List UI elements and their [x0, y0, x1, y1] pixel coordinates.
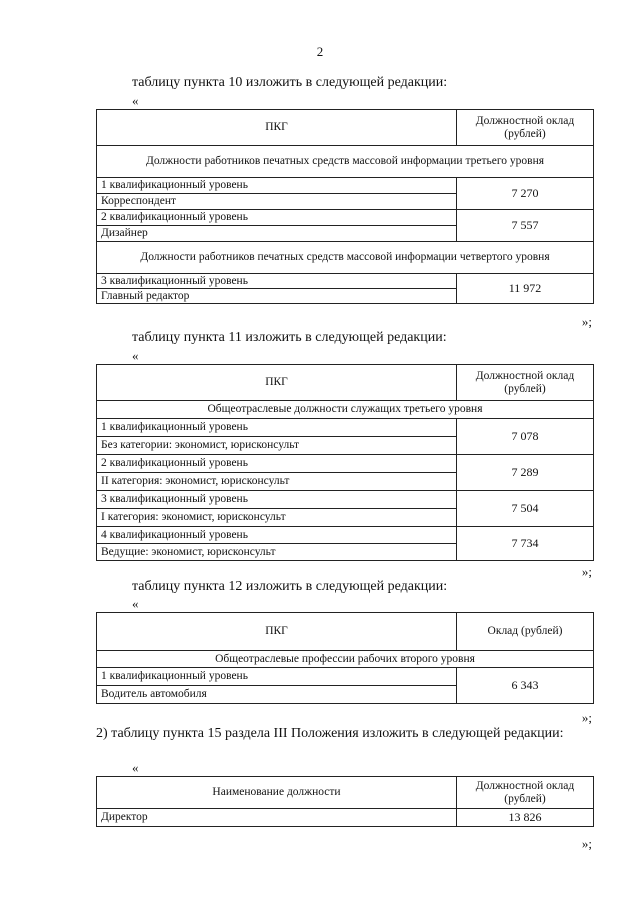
level-cell: 4 квалификационный уровень	[97, 527, 457, 544]
table-section11	[96, 364, 594, 561]
open-quote-12: «	[132, 596, 139, 611]
salary-cell: 7 504	[457, 491, 594, 527]
section12-intro: таблицу пункта 12 изложить в следующей редакции:	[132, 579, 448, 594]
position-cell: Корреспондент	[97, 194, 457, 210]
header-pkg: ПКГ	[97, 613, 457, 651]
group-header: Общеотраслевые профессии рабочих второго уровня	[97, 651, 594, 668]
open-quote-11: «	[132, 348, 139, 363]
table-section15	[96, 776, 594, 827]
section11-intro: таблицу пункта 11 изложить в следующей редакции:	[132, 330, 447, 345]
table-section10	[96, 109, 594, 304]
position-cell: II категория: экономист, юрисконсульт	[97, 473, 457, 491]
level-cell: 1 квалификационный уровень	[97, 668, 457, 686]
position-cell: Главный редактор	[97, 289, 457, 304]
position-cell: Директор	[97, 809, 457, 827]
group-header: Общеотраслевые должности служащих третьего уровня	[97, 401, 594, 419]
header-salary: Должностной оклад (рублей)	[457, 110, 594, 146]
open-quote-15: «	[132, 760, 139, 775]
salary-cell: 13 826	[457, 809, 594, 827]
level-cell: 2 квалификационный уровень	[97, 210, 457, 226]
level-cell: 1 квалификационный уровень	[97, 178, 457, 194]
level-cell: 3 квалификационный уровень	[97, 491, 457, 509]
section15-intro: 2) таблицу пункта 15 раздела III Положения изложить в следующей редакции:	[96, 726, 564, 741]
header-pkg: ПКГ	[97, 365, 457, 401]
header-salary: Должностной оклад (рублей)	[457, 365, 594, 401]
salary-cell: 7 270	[457, 178, 594, 210]
salary-cell: 7 078	[457, 419, 594, 455]
header-pkg: ПКГ	[97, 110, 457, 146]
header-salary: Должностной оклад (рублей)	[457, 777, 594, 809]
open-quote-10: «	[132, 93, 139, 108]
table-section12	[96, 612, 594, 704]
level-cell: 3 квалификационный уровень	[97, 274, 457, 289]
level-cell: 1 квалификационный уровень	[97, 419, 457, 437]
salary-cell: 7 734	[457, 527, 594, 561]
salary-cell: 7 557	[457, 210, 594, 242]
page-number: 2	[316, 44, 324, 59]
position-cell: Ведущие: экономист, юрисконсульт	[97, 544, 457, 561]
position-cell: Дизайнер	[97, 226, 457, 242]
group-header: Должности работников печатных средств массовой информации третьего уровня	[97, 146, 594, 178]
position-cell: Без категории: экономист, юрисконсульт	[97, 437, 457, 455]
position-cell: Водитель автомобиля	[97, 686, 457, 704]
level-cell: 2 квалификационный уровень	[97, 455, 457, 473]
header-salary: Оклад (рублей)	[457, 613, 594, 651]
header-position-name: Наименование должности	[97, 777, 457, 809]
section10-intro: таблицу пункта 10 изложить в следующей редакции:	[132, 75, 448, 90]
salary-cell: 6 343	[457, 668, 594, 704]
position-cell: I категория: экономист, юрисконсульт	[97, 509, 457, 527]
salary-cell: 7 289	[457, 455, 594, 491]
salary-cell: 11 972	[457, 274, 594, 304]
close-quote-15: »;	[581, 836, 592, 851]
close-quote-11: »;	[581, 564, 592, 579]
close-quote-10: »;	[581, 314, 592, 329]
close-quote-12: »;	[581, 710, 592, 725]
group-header: Должности работников печатных средств массовой информации четвертого уровня	[97, 242, 594, 274]
